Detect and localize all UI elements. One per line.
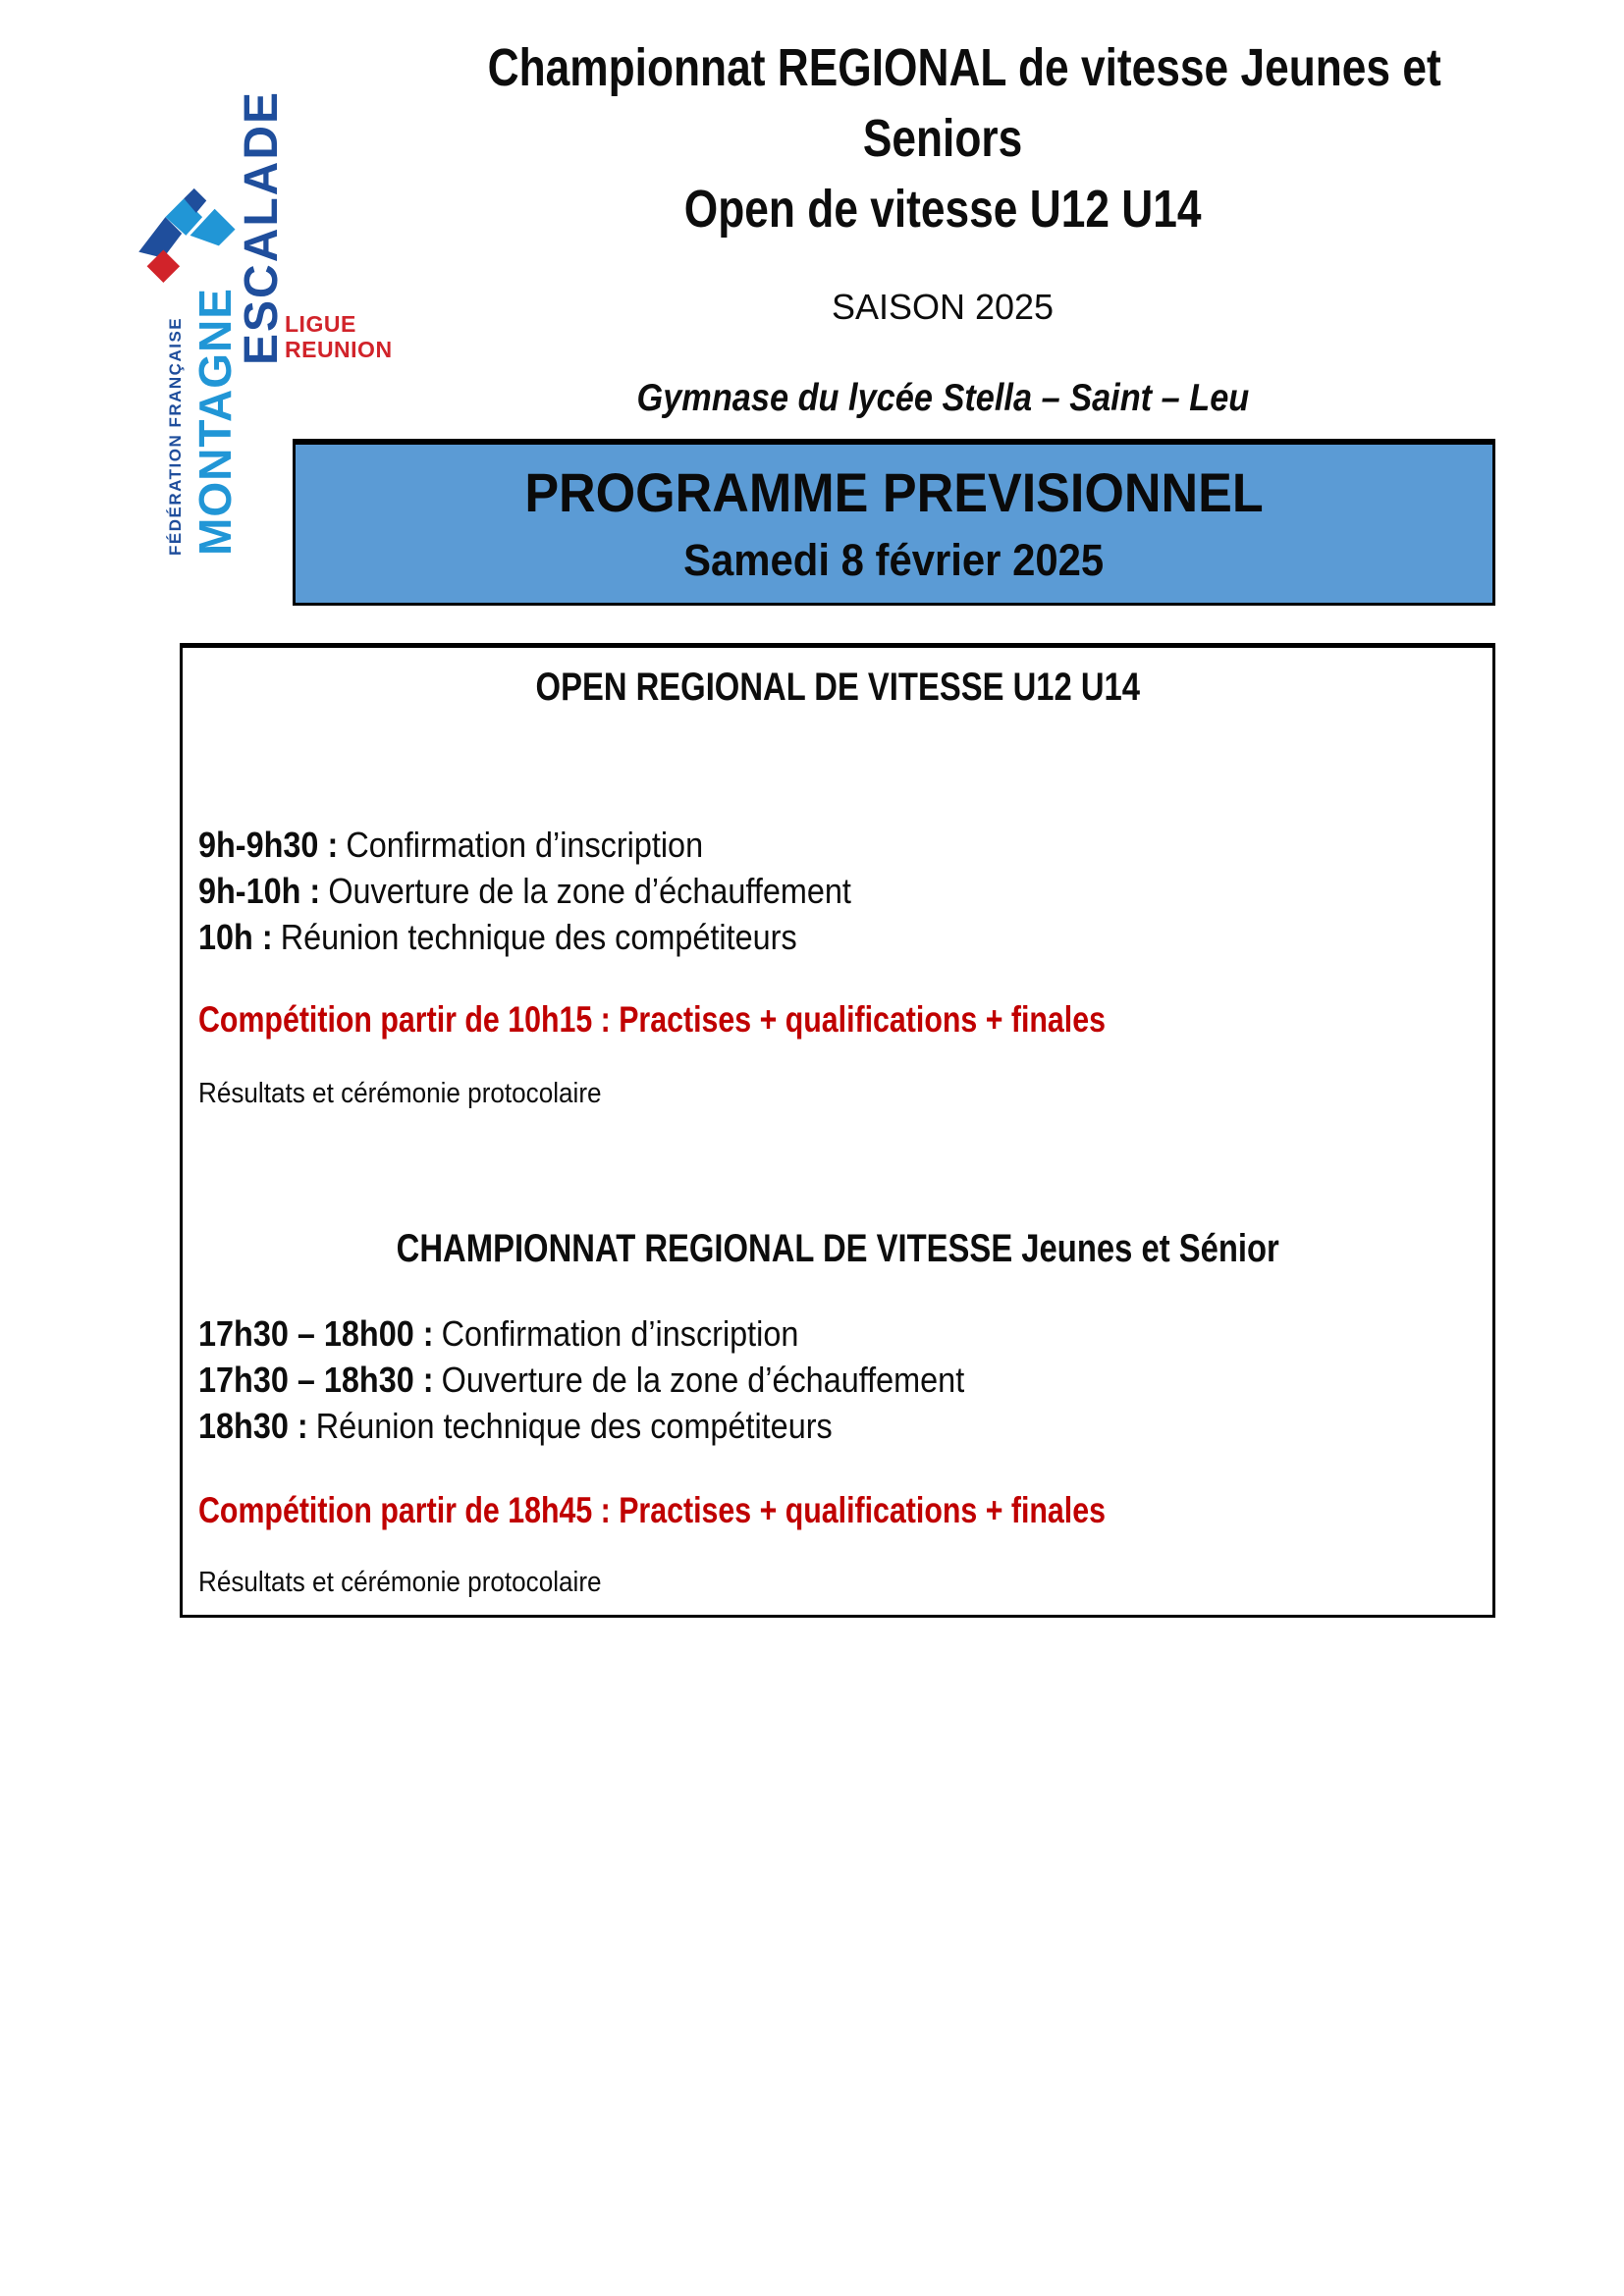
logo-federation-text: FÉDÉRATION FRANÇAISE — [166, 316, 185, 556]
document-header — [383, 0, 1502, 432]
title-line1: Championnat REGIONAL de vitesse Jeunes et — [487, 38, 1441, 97]
schedule-row — [198, 871, 851, 912]
schedule-time: 17h30 – 18h30 : — [198, 1360, 434, 1400]
logo-montagne-text: MONTAGNE — [189, 288, 241, 556]
schedule-time: 17h30 – 18h00 : — [198, 1313, 434, 1354]
logo-ligue-line1: LIGUE — [285, 311, 356, 337]
schedule-time: 10h : — [198, 917, 273, 957]
schedule-time: 9h-9h30 : — [198, 825, 339, 865]
schedule-time: 9h-10h : — [198, 871, 321, 911]
schedule-label: Confirmation d’inscription — [441, 1313, 799, 1354]
section1-footnote: Résultats et cérémonie protocolaire — [198, 1078, 602, 1109]
schedule-row — [198, 1360, 964, 1401]
schedule-row — [198, 1406, 833, 1447]
program-box — [180, 643, 1495, 1618]
schedule-row — [198, 917, 797, 958]
schedule-row — [198, 825, 703, 866]
schedule-row — [198, 1313, 798, 1355]
schedule-time: 18h30 : — [198, 1406, 308, 1446]
banner-date: Samedi 8 février 2025 — [683, 535, 1105, 585]
venue-label: Gymnase du lycée Stella – Saint – Leu — [636, 377, 1249, 419]
subtitle: Open de vitesse U12 U14 — [683, 180, 1202, 239]
season-label: SAISON 2025 — [831, 287, 1055, 327]
program-banner — [293, 439, 1495, 606]
section1-highlight: Compétition partir de 10h15 : Practises + qualifications + finales — [198, 999, 1106, 1040]
logo-escalade-text: ESCALADE — [236, 89, 288, 365]
logo-ligue-text — [285, 311, 393, 362]
banner-title: PROGRAMME PREVISIONNEL — [524, 461, 1264, 523]
schedule-label: Réunion technique des compétiteurs — [280, 917, 797, 957]
logo-ligue-line2: REUNION — [285, 337, 393, 362]
ffme-mountain-icon — [133, 185, 245, 291]
section1-heading: OPEN REGIONAL DE VITESSE U12 U14 — [535, 666, 1140, 709]
section2-footnote: Résultats et cérémonie protocolaire — [198, 1567, 602, 1598]
title-line2: Seniors — [862, 109, 1023, 168]
section2-heading: CHAMPIONNAT REGIONAL DE VITESSE Jeunes et Sénior — [396, 1227, 1279, 1270]
schedule-label: Réunion technique des compétiteurs — [315, 1406, 833, 1446]
schedule-label: Ouverture de la zone d’échauffement — [328, 871, 851, 911]
section2-highlight: Compétition partir de 18h45 : Practises + qualifications + finales — [198, 1490, 1106, 1530]
schedule-label: Confirmation d’inscription — [346, 825, 704, 865]
schedule-label: Ouverture de la zone d’échauffement — [441, 1360, 965, 1400]
